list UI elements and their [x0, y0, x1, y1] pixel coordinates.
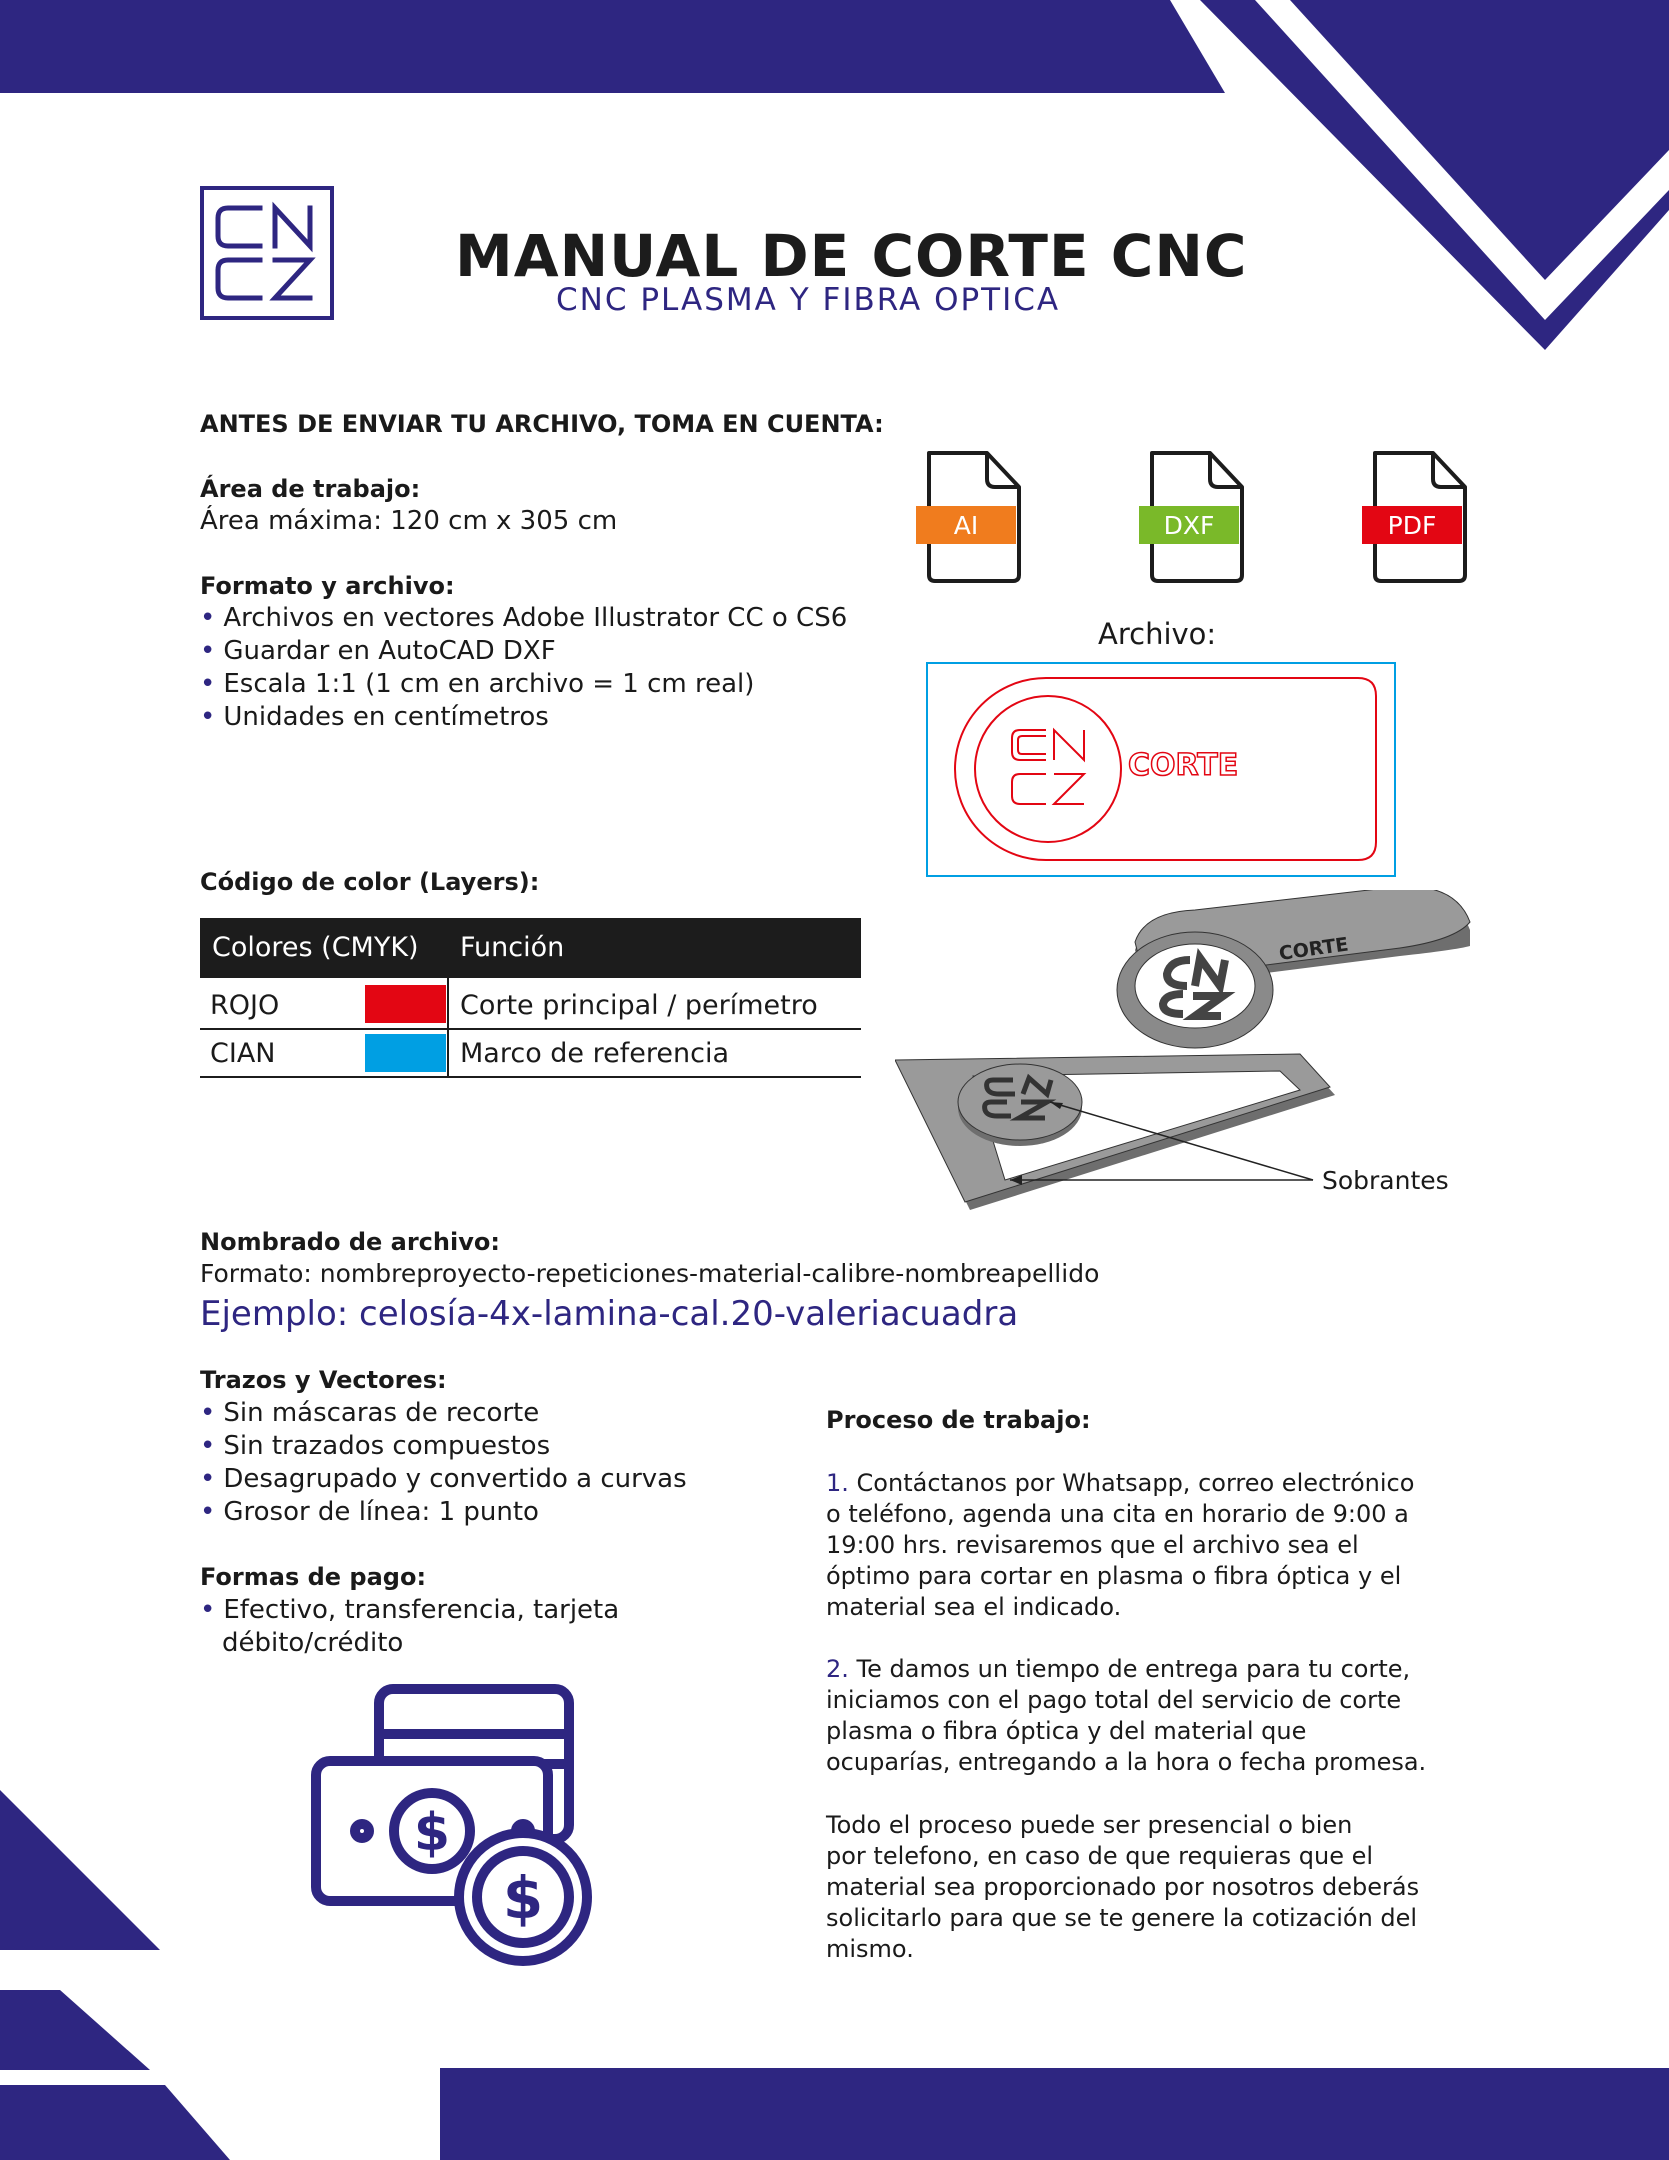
cyan-swatch [365, 1034, 446, 1072]
list-item: • Escala 1:1 (1 cm en archivo = 1 cm real) [200, 669, 755, 699]
list-item: débito/crédito [222, 1628, 404, 1658]
work-area-heading: Área de trabajo: [200, 475, 421, 503]
list-item: • Desagrupado y convertido a curvas [200, 1464, 687, 1494]
payment-list [200, 1594, 619, 1660]
process-step-1: 1. Contáctanos por Whatsapp, correo electrónico o teléfono, agenda una cita en horario de 9:00 a 19:00 hrs. revisaremos que el archivo sea el óptimo para cortar en plasma o fibra óptica y el material sea el indicado. [826, 1469, 1415, 1621]
list-item: • Sin trazados compuestos [200, 1431, 551, 1461]
format-heading: Formato y archivo: [200, 572, 455, 600]
list-item: • Efectivo, transferencia, tarjeta [200, 1595, 620, 1625]
table-header-cell: Colores (CMYK) [212, 932, 419, 963]
table-cell: Corte principal / perímetro [460, 990, 818, 1021]
table-cell: ROJO [210, 990, 280, 1021]
archive-preview [926, 662, 1396, 877]
naming-heading: Nombrado de archivo: [200, 1228, 500, 1256]
part-label: CORTE [1277, 933, 1350, 965]
strokes-list [200, 1397, 687, 1529]
pdf-file-label: PDF [1362, 506, 1462, 544]
naming-format: Formato: nombreproyecto-repeticiones-material-calibre-nombreapellido [200, 1259, 1100, 1288]
list-item: • Grosor de línea: 1 punto [200, 1497, 539, 1527]
page-subtitle: CNC PLASMA Y FIBRA OPTICA [556, 282, 1061, 318]
list-item: • Unidades en centímetros [200, 702, 549, 732]
ai-file-label: AI [916, 506, 1016, 544]
naming-example: Ejemplo: celosía-4x-lamina-cal.20-valeriacuadra [200, 1294, 1019, 1334]
sobrantes-callout: Sobrantes [1322, 1166, 1449, 1195]
svg-text:$: $ [413, 1803, 451, 1863]
list-item: • Archivos en vectores Adobe Illustrator CC o CS6 [200, 603, 848, 633]
table-row-divider [200, 1076, 861, 1078]
table-row-divider [200, 1028, 861, 1030]
cnc-logo [200, 186, 334, 320]
process-step-2: 2. Te damos un tiempo de entrega para tu corte, iniciamos con el pago total del servicio de corte plasma o fibra óptica y del material que ocuparías, entregando a la hora o fecha promesa. [826, 1655, 1427, 1776]
svg-text:$: $ [502, 1864, 544, 1932]
money-card-icon [305, 1680, 595, 1970]
color-code-heading: Código de color (Layers): [200, 868, 540, 896]
format-list [200, 602, 847, 734]
strokes-heading: Trazos y Vectores: [200, 1366, 447, 1394]
table-cell: Marco de referencia [460, 1038, 729, 1069]
archive-sample-text: CORTE [1128, 748, 1239, 783]
process-heading: Proceso de trabajo: [826, 1406, 1091, 1434]
dxf-file-label: DXF [1139, 506, 1239, 544]
intro-heading: ANTES DE ENVIAR TU ARCHIVO, TOMA EN CUENTA: [200, 410, 884, 438]
page-title: MANUAL DE CORTE CNC [455, 222, 1248, 290]
payment-heading: Formas de pago: [200, 1563, 427, 1591]
list-item: • Guardar en AutoCAD DXF [200, 636, 556, 666]
list-item: • Sin máscaras de recorte [200, 1398, 540, 1428]
table-cell: CIAN [210, 1038, 276, 1069]
process-closing: Todo el proceso puede ser presencial o bien por telefono, en caso de que requieras que el material sea proporcionado por nosotros deberás solicitarlo para que se te genere la cotización del mismo. [826, 1811, 1420, 1963]
work-area-text: Área máxima: 120 cm x 305 cm [200, 506, 618, 536]
red-swatch [365, 985, 446, 1023]
table-header-cell: Función [460, 932, 565, 963]
archive-label: Archivo: [1098, 617, 1217, 651]
